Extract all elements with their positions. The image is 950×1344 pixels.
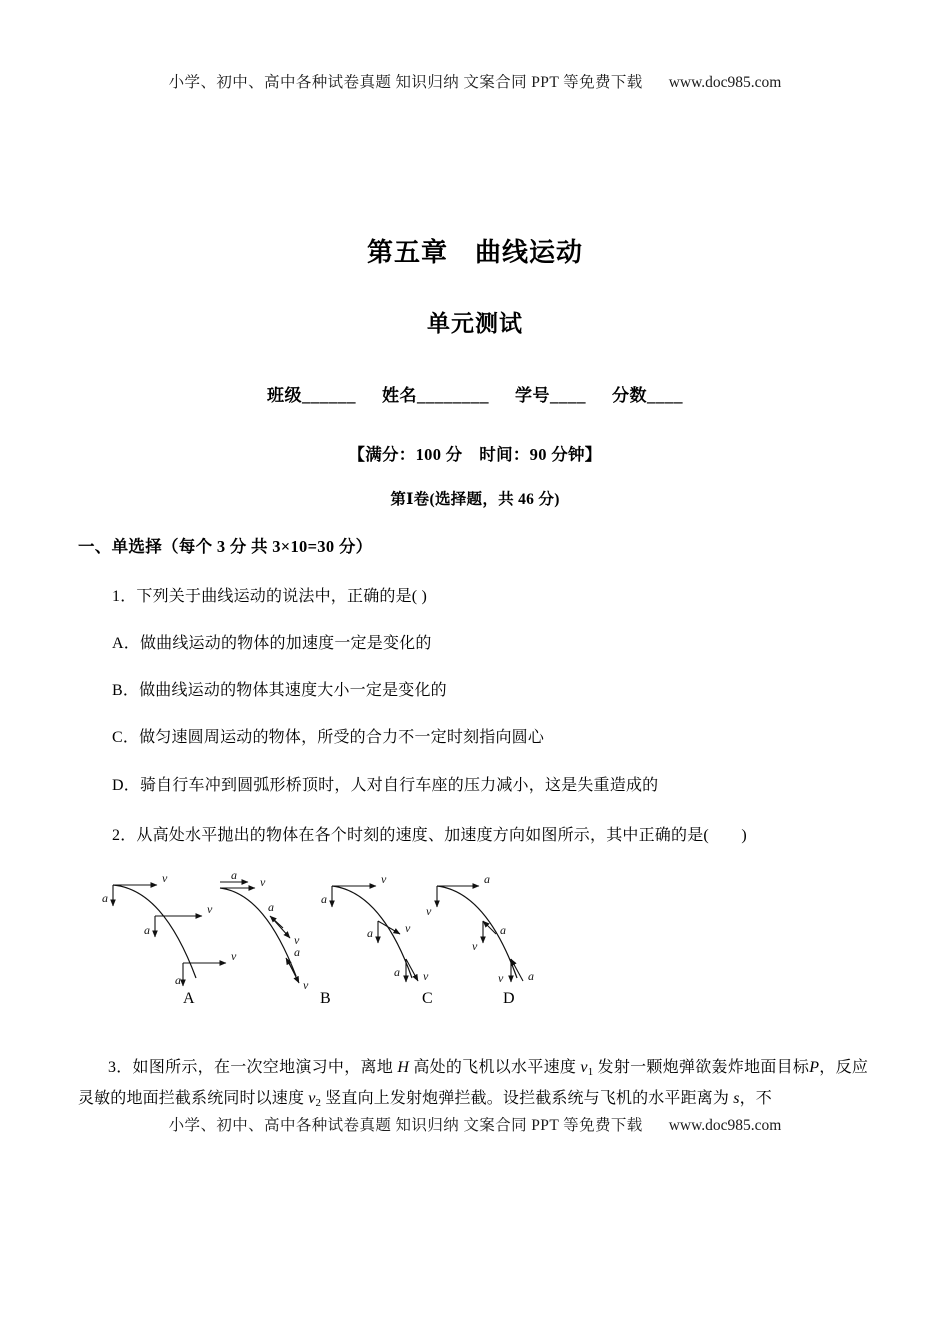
projectile-diagrams-svg (100, 866, 570, 1016)
svg-text:v: v (303, 978, 309, 992)
q3-part-3: 发射一颗炮弹欲轰炸地面目标 (593, 1059, 810, 1076)
student-identity-line (0, 381, 950, 406)
q3-var-H: H (397, 1059, 410, 1076)
q3-part-1: 3．如图所示，在一次空地演习中，离地 (108, 1059, 398, 1076)
exam-meta-line: 【满分：100 分 时间：90 分钟】 (348, 445, 602, 464)
diagram-a (113, 885, 226, 986)
svg-text:a: a (484, 872, 490, 886)
svg-text:a: a (294, 945, 300, 959)
page-header (0, 70, 950, 92)
diagram-b (220, 882, 299, 983)
svg-text:v: v (498, 971, 504, 985)
svg-text:a: a (367, 926, 373, 940)
page-header-url: www.doc985.com (668, 74, 782, 91)
question-1-option-d: D．骑自行车冲到圆弧形桥顶时，人对自行车座的压力减小，这是失重造成的 (112, 777, 659, 794)
question-1-option-b: B．做曲线运动的物体其速度大小一定是变化的 (112, 682, 447, 699)
page-footer (0, 1113, 950, 1135)
svg-text:v: v (423, 969, 429, 983)
page-footer-text: 小学、初中、高中各种试卷真题 知识归纳 文案合同 PPT 等免费下载 (168, 1117, 643, 1134)
name-field-label: 姓名________ (382, 386, 489, 405)
q3-part-6: ，不 (739, 1090, 772, 1107)
svg-text:v: v (260, 875, 266, 889)
q3-var-s: s (733, 1090, 740, 1107)
svg-text:a: a (500, 923, 506, 937)
page-title: 第五章 曲线运动 (366, 238, 583, 267)
question-2-figure (100, 866, 570, 1016)
q3-var-v2-sub: 2 (315, 1097, 322, 1110)
svg-text:a: a (394, 965, 400, 979)
q3-var-v2: v (308, 1090, 316, 1107)
diagram-d (437, 886, 523, 982)
svg-text:a: a (321, 892, 327, 906)
svg-text:v: v (381, 872, 387, 886)
svg-text:a: a (144, 923, 150, 937)
question-1-stem: 1．下列关于曲线运动的说法中，正确的是( ) (112, 588, 428, 605)
class-field-label: 班级______ (267, 386, 356, 405)
question-3-stem (78, 1053, 868, 1115)
q3-part-2: 高处的飞机以水平速度 (409, 1059, 581, 1076)
svg-text:v: v (472, 939, 478, 953)
svg-text:v: v (162, 871, 168, 885)
svg-text:a: a (528, 969, 534, 983)
svg-text:a: a (175, 973, 181, 987)
svg-text:v: v (426, 904, 432, 918)
section-heading: 一、单选择（每个 3 分 共 3×10=30 分） (78, 537, 373, 556)
svg-text:v: v (405, 921, 411, 935)
q3-var-v1-sub: 1 (587, 1066, 594, 1079)
question-1-option-a: A．做曲线运动的物体的加速度一定是变化的 (112, 635, 432, 652)
svg-text:a: a (268, 900, 274, 914)
svg-text:a: a (231, 868, 237, 882)
figure-caption-c: C (422, 990, 433, 1007)
q3-part-5: 竖直向上发射炮弹拦截。设拦截系统与飞机的水平距离为 (321, 1090, 734, 1107)
figure-caption-d: D (503, 990, 515, 1007)
page-header-text: 小学、初中、高中各种试卷真题 知识归纳 文案合同 PPT 等免费下载 (168, 74, 643, 91)
exam-part-line: 第Ⅰ卷(选择题，共 46 分) (390, 491, 560, 508)
figure-caption-b: B (320, 990, 331, 1007)
svg-text:v: v (231, 949, 237, 963)
svg-text:v: v (207, 902, 213, 916)
student-id-field-label: 学号____ (515, 386, 586, 405)
svg-text:a: a (102, 891, 108, 905)
q3-part-4: ，反应灵敏的地面拦截系统同时以速度 (78, 1059, 868, 1107)
q3-var-P: P (809, 1059, 820, 1076)
question-2-stem: 2．从高处水平抛出的物体在各个时刻的速度、加速度方向如图所示，其中正确的是( ) (112, 827, 747, 844)
vector-labels (102, 868, 534, 992)
figure-caption-a: A (183, 990, 195, 1007)
question-1-option-c: C．做匀速圆周运动的物体，所受的合力不一定时刻指向圆心 (112, 729, 545, 746)
score-field-label: 分数____ (612, 386, 683, 405)
page-subtitle: 单元测试 (427, 311, 523, 336)
svg-text:v: v (294, 933, 300, 947)
q3-var-v1: v (580, 1059, 588, 1076)
page-footer-url: www.doc985.com (668, 1117, 782, 1134)
